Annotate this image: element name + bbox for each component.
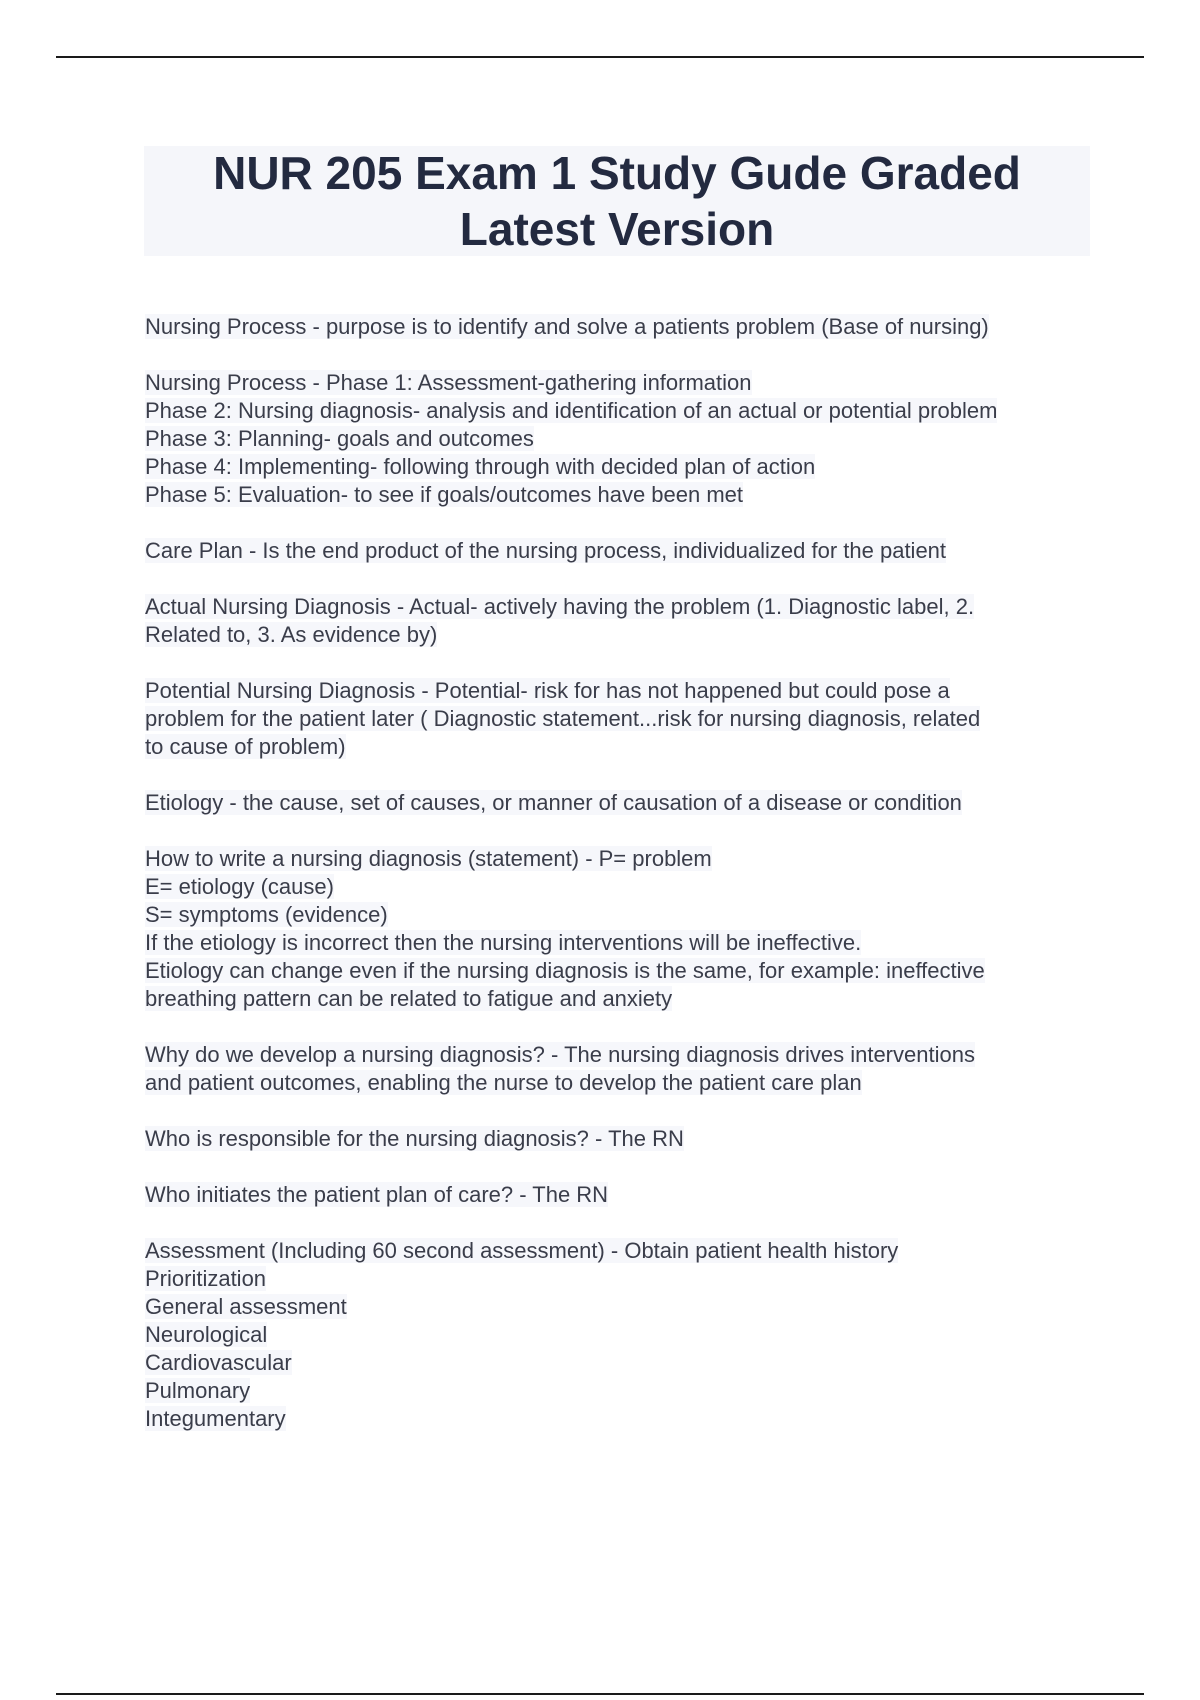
entry-who-initiates	[145, 1181, 1085, 1209]
text-line: Phase 3: Planning- goals and outcomes	[145, 426, 534, 451]
text-line: Cardiovascular	[145, 1350, 292, 1375]
text-line: How to write a nursing diagnosis (statement) - P= problem	[145, 846, 712, 871]
entry-nursing-process-purpose	[145, 313, 1085, 341]
text-line: Phase 4: Implementing- following through with decided plan of action	[145, 454, 816, 479]
text-line: problem for the patient later ( Diagnostic statement...risk for nursing diagnosis, related	[145, 706, 981, 731]
document-title: NUR 205 Exam 1 Study Gude Graded Latest Version	[213, 147, 1021, 255]
title-banner	[144, 146, 1090, 256]
entry-write-nursing-diagnosis	[145, 845, 1085, 1013]
text-line: Actual Nursing Diagnosis - Actual- actively having the problem (1. Diagnostic label, 2.	[145, 594, 975, 619]
text-line: Pulmonary	[145, 1378, 251, 1403]
entry-etiology	[145, 789, 1085, 817]
text-line: S= symptoms (evidence)	[145, 902, 388, 927]
text-line: Why do we develop a nursing diagnosis? - The nursing diagnosis drives interventions	[145, 1042, 975, 1067]
text-line: Phase 2: Nursing diagnosis- analysis and identification of an actual or potential problem	[145, 398, 998, 423]
text-line: E= etiology (cause)	[145, 874, 334, 899]
text-line: Nursing Process - purpose is to identify and solve a patients problem (Base of nursing)	[145, 314, 989, 339]
text-line: Assessment (Including 60 second assessment) - Obtain patient health history	[145, 1238, 899, 1263]
text-line: breathing pattern can be related to fatigue and anxiety	[145, 986, 673, 1011]
header-rule	[56, 56, 1144, 58]
entry-care-plan	[145, 537, 1085, 565]
text-line: to cause of problem)	[145, 734, 346, 759]
text-line: Related to, 3. As evidence by)	[145, 622, 438, 647]
text-line: General assessment	[145, 1294, 347, 1319]
text-line: Care Plan - Is the end product of the nursing process, individualized for the patient	[145, 538, 947, 563]
text-line: Who initiates the patient plan of care? - The RN	[145, 1182, 609, 1207]
text-line: Integumentary	[145, 1406, 286, 1431]
entry-actual-nursing-diagnosis	[145, 593, 1085, 649]
text-line: Prioritization	[145, 1266, 267, 1291]
text-line: Nursing Process - Phase 1: Assessment-gathering information	[145, 370, 752, 395]
text-line: Potential Nursing Diagnosis - Potential- risk for has not happened but could pose a	[145, 678, 950, 703]
text-line: Neurological	[145, 1322, 268, 1347]
entry-why-develop-diagnosis	[145, 1041, 1085, 1097]
entry-assessment	[145, 1237, 1085, 1433]
text-line: If the etiology is incorrect then the nursing interventions will be ineffective.	[145, 930, 862, 955]
text-line: Etiology can change even if the nursing diagnosis is the same, for example: ineffective	[145, 958, 985, 983]
text-line: Who is responsible for the nursing diagnosis? - The RN	[145, 1126, 684, 1151]
text-line: Phase 5: Evaluation- to see if goals/outcomes have been met	[145, 482, 744, 507]
entry-potential-nursing-diagnosis	[145, 677, 1085, 761]
footer-rule	[56, 1693, 1144, 1695]
text-line: and patient outcomes, enabling the nurse to develop the patient care plan	[145, 1070, 862, 1095]
document-body	[145, 313, 1085, 1461]
entry-who-responsible	[145, 1125, 1085, 1153]
entry-nursing-process-phases	[145, 369, 1085, 509]
text-line: Etiology - the cause, set of causes, or manner of causation of a disease or condition	[145, 790, 962, 815]
